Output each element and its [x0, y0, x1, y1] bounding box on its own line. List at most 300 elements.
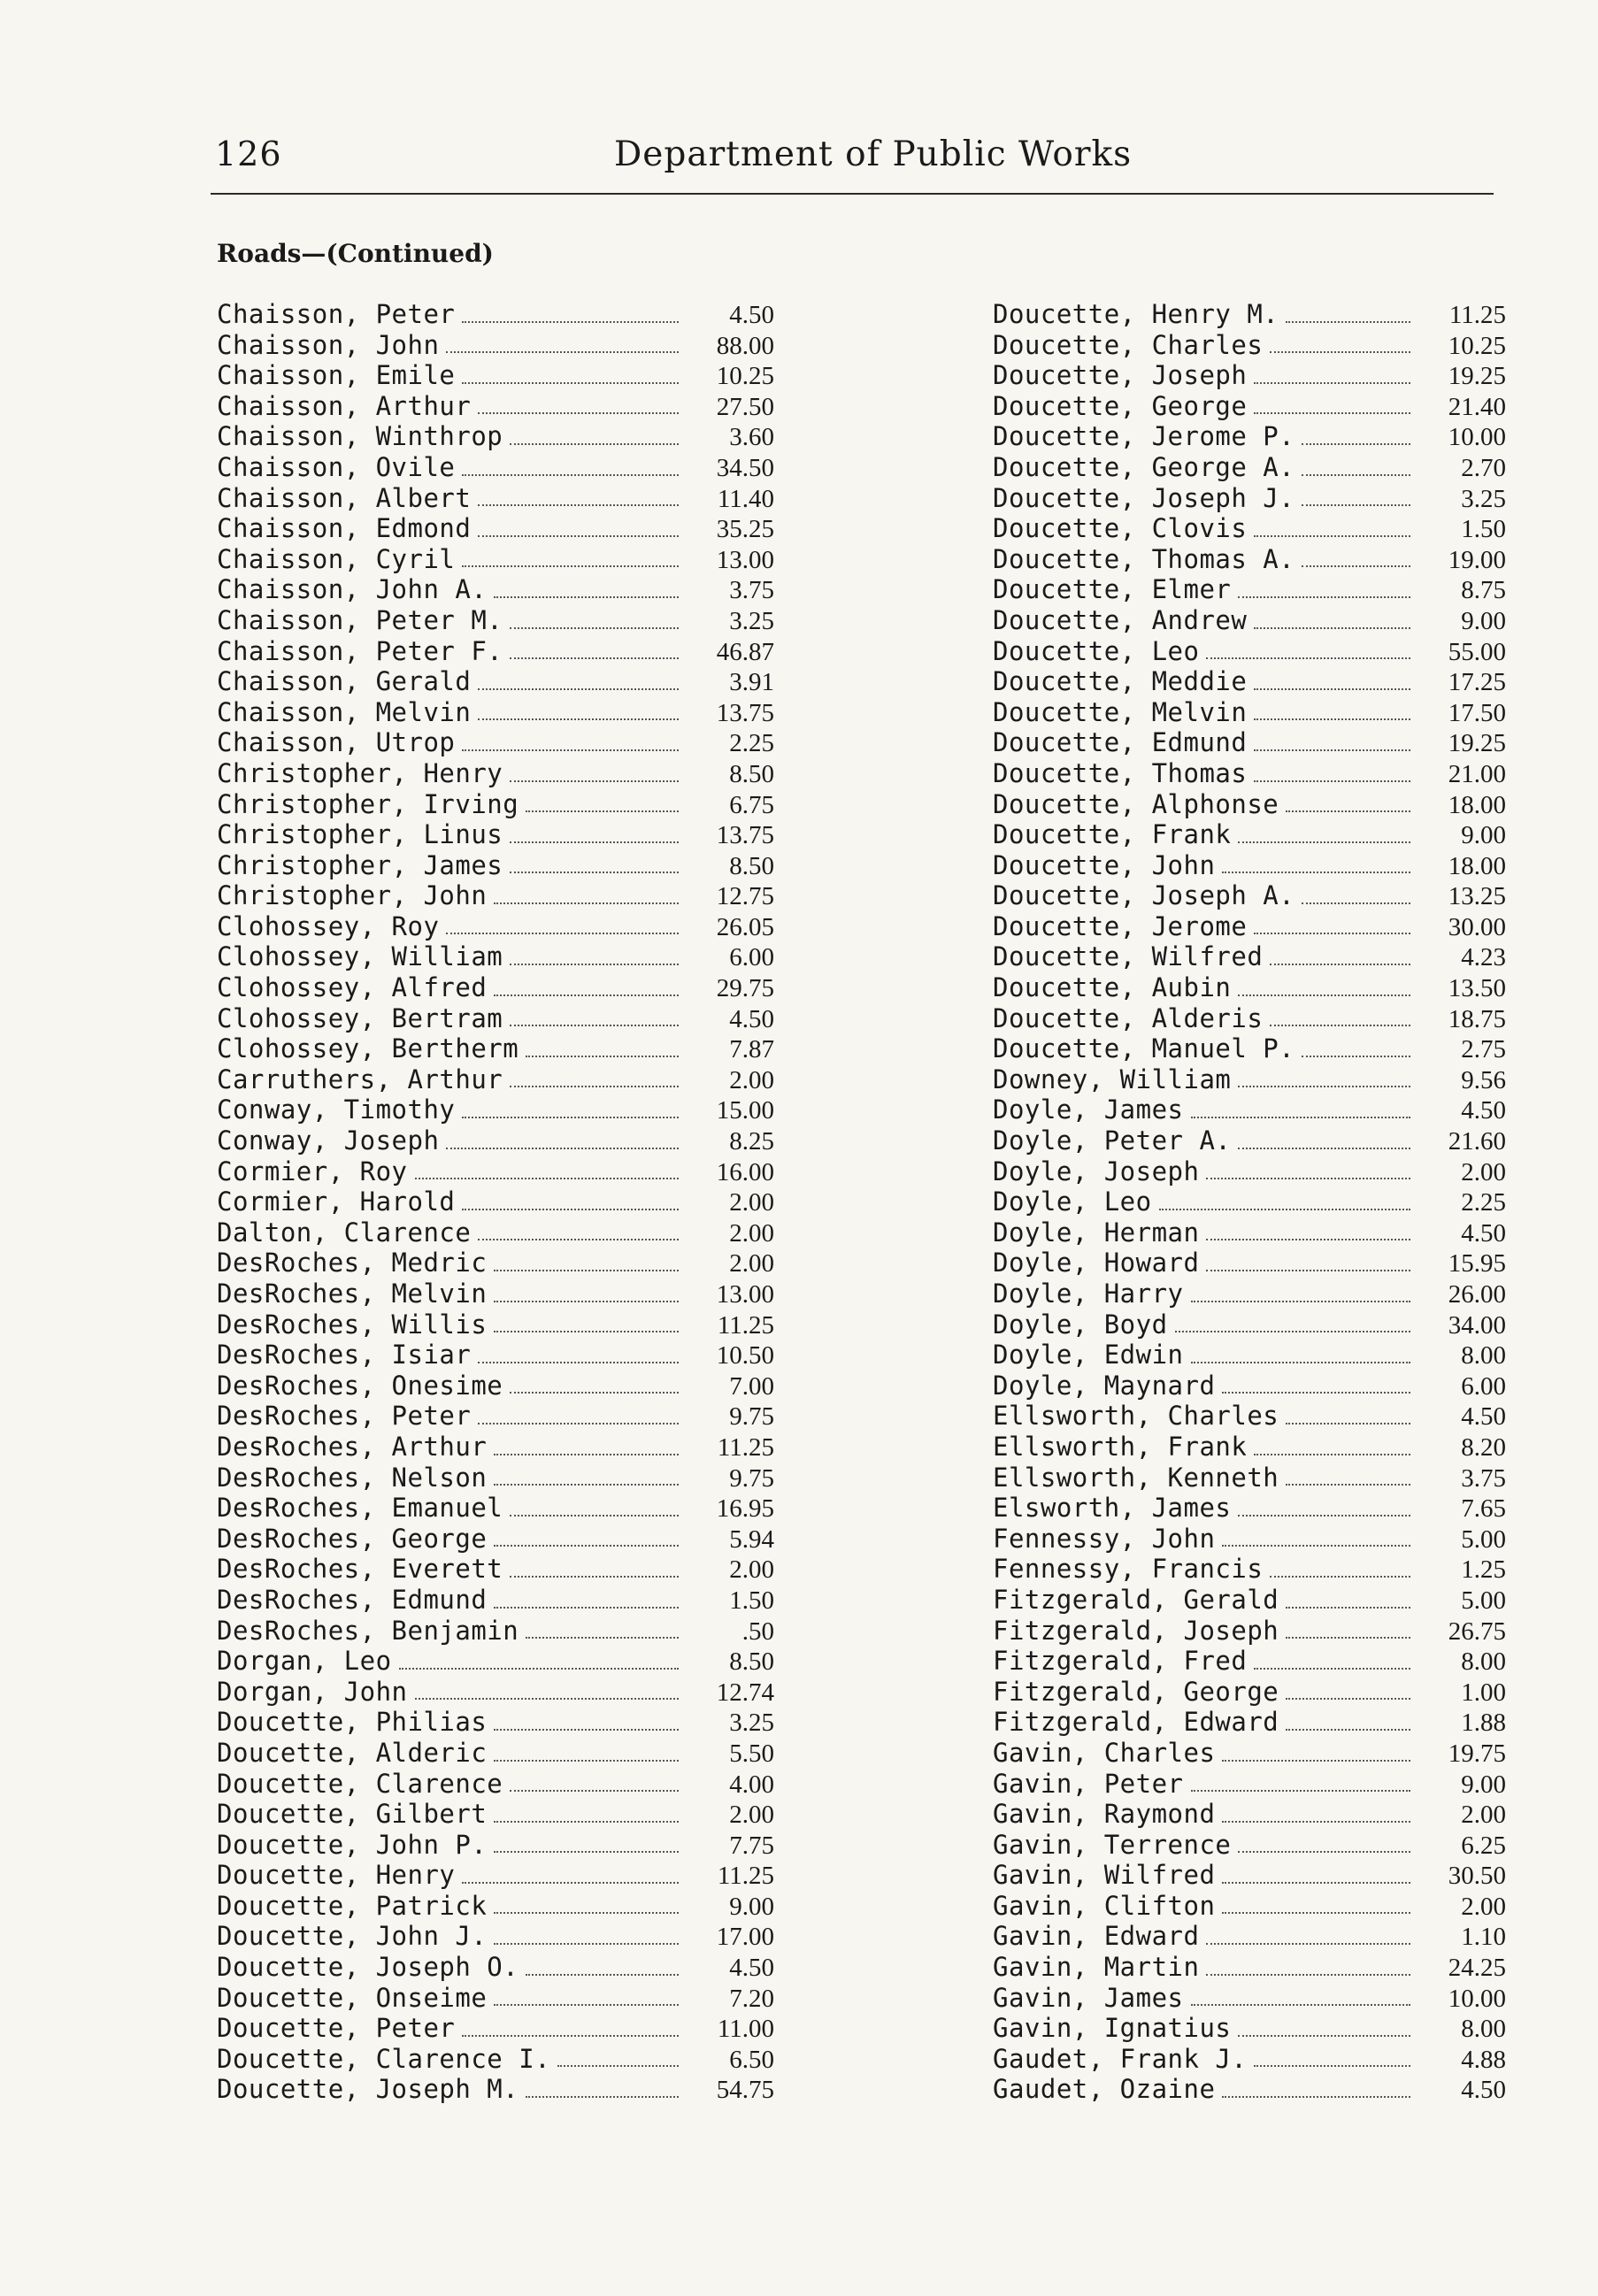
entry-name: Fitzgerald, Joseph: [993, 1615, 1279, 1646]
entry-name: Doyle, Herman: [993, 1217, 1200, 1248]
list-item: [217, 1003, 774, 1034]
entry-amount: 8.50: [729, 1647, 774, 1677]
entry-name: Doucette, Peter: [217, 2013, 456, 2044]
dot-leader: [399, 1668, 679, 1670]
dot-leader: [1286, 1484, 1410, 1486]
list-item: [993, 1003, 1506, 1034]
entry-name: Doyle, Edwin: [993, 1340, 1184, 1371]
list-item: [993, 1707, 1506, 1738]
entry-amount: 4.50: [729, 1004, 774, 1033]
dot-leader: [462, 474, 679, 476]
list-item: [993, 1094, 1506, 1125]
list-item: [993, 1585, 1506, 1616]
list-item: [993, 391, 1506, 422]
entry-name: Doucette, Henry: [217, 1860, 456, 1891]
dot-leader: [462, 749, 679, 751]
entry-name: Chaisson, John A.: [217, 574, 488, 605]
dot-leader: [494, 1270, 679, 1271]
entry-amount: 5.00: [1461, 1524, 1506, 1554]
entry-name: Doucette, Joseph A.: [993, 880, 1295, 911]
entry-amount: 17.50: [1448, 698, 1506, 727]
entry-name: DesRoches, Onesime: [217, 1370, 503, 1401]
dot-leader: [494, 1729, 679, 1731]
list-item: [217, 1279, 774, 1309]
dot-leader: [462, 382, 679, 384]
entry-amount: 19.00: [1448, 545, 1506, 574]
right-column: [993, 299, 1506, 2105]
list-item: [217, 1616, 774, 1647]
dot-leader: [1254, 933, 1410, 934]
dot-leader: [1206, 1178, 1410, 1179]
dot-leader: [478, 504, 679, 506]
entry-name: DesRoches, Peter: [217, 1401, 472, 1432]
entry-amount: 2.70: [1461, 453, 1506, 482]
entry-name: Chaisson, Emile: [217, 360, 456, 391]
list-item: [993, 1554, 1506, 1585]
list-item: [993, 605, 1506, 636]
entry-name: Doucette, Alderis: [993, 1002, 1264, 1033]
dot-leader: [1238, 2035, 1410, 2037]
entry-name: Gavin, Ignatius: [993, 2013, 1232, 2044]
list-item: [993, 1677, 1506, 1708]
list-item: [993, 1248, 1506, 1279]
dot-leader: [526, 1056, 679, 1057]
entry-name: Chaisson, Ovile: [217, 451, 456, 482]
entry-name: Chaisson, Utrop: [217, 727, 456, 758]
list-item: [217, 1401, 774, 1432]
dot-leader: [1302, 504, 1410, 506]
dot-leader: [494, 596, 679, 598]
list-item: [217, 1033, 774, 1064]
dot-leader: [510, 1515, 679, 1517]
dot-leader: [1222, 2096, 1410, 2098]
dot-leader: [1206, 1239, 1410, 1240]
entry-name: Gavin, Edward: [993, 1921, 1200, 1952]
entry-amount: 4.00: [729, 1770, 774, 1799]
dot-leader: [1286, 1698, 1410, 1700]
entry-name: Doucette, Joseph: [993, 360, 1248, 391]
dot-leader: [478, 535, 679, 537]
entry-name: Doucette, Charles: [993, 329, 1264, 360]
list-item: [217, 941, 774, 972]
entry-amount: 8.00: [1461, 2015, 1506, 2044]
dot-leader: [478, 1423, 679, 1424]
list-item: [993, 1921, 1506, 1952]
entry-amount: 9.75: [729, 1402, 774, 1432]
entry-amount: 11.40: [717, 484, 774, 513]
dot-leader: [494, 1851, 679, 1853]
entry-name: DesRoches, Everett: [217, 1554, 503, 1585]
entry-name: Clohossey, Bertherm: [217, 1033, 519, 1064]
entry-amount: 34.50: [716, 453, 774, 482]
entry-amount: 5.94: [729, 1524, 774, 1554]
entry-name: Fitzgerald, Gerald: [993, 1584, 1279, 1615]
entry-amount: 2.00: [1461, 1801, 1506, 1830]
entry-name: Doucette, Clovis: [993, 513, 1248, 544]
entry-amount: 10.00: [1448, 1984, 1506, 2013]
entry-amount: 8.75: [1461, 576, 1506, 605]
dot-leader: [526, 2096, 679, 2098]
dot-leader: [1302, 443, 1410, 445]
dot-leader: [1254, 780, 1410, 782]
entry-name: Doucette, Manuel P.: [993, 1033, 1295, 1064]
entry-name: Christopher, Henry: [217, 757, 503, 788]
dot-leader: [510, 1790, 679, 1792]
list-item: [217, 1186, 774, 1217]
entry-name: Doyle, James: [993, 1094, 1184, 1125]
entry-amount: 8.25: [729, 1127, 774, 1156]
entry-amount: 3.25: [729, 606, 774, 635]
dot-leader: [446, 351, 679, 353]
list-item: [993, 452, 1506, 483]
entry-name: Chaisson, Melvin: [217, 696, 472, 727]
entry-name: Doucette, Leo: [993, 635, 1200, 666]
entry-amount: 1.88: [1461, 1709, 1506, 1738]
header-rule: [211, 193, 1494, 195]
entry-amount: 10.25: [716, 362, 774, 391]
entry-amount: 3.25: [1461, 484, 1506, 513]
list-item: [993, 819, 1506, 850]
list-item: [993, 1738, 1506, 1769]
list-item: [993, 330, 1506, 361]
dot-leader: [478, 1362, 679, 1363]
entry-amount: 5.00: [1461, 1586, 1506, 1615]
entry-amount: 12.75: [716, 882, 774, 911]
entry-name: Doyle, Boyd: [993, 1309, 1168, 1340]
dot-leader: [1238, 841, 1410, 843]
dot-leader: [526, 1637, 679, 1639]
dot-leader: [1238, 994, 1410, 996]
list-item: [993, 1830, 1506, 1861]
list-item: [993, 1217, 1506, 1248]
dot-leader: [1254, 535, 1410, 537]
list-item: [993, 727, 1506, 758]
entry-name: Chaisson, Peter M.: [217, 604, 503, 635]
list-item: [217, 697, 774, 728]
entry-amount: 6.50: [729, 2045, 774, 2074]
list-item: [217, 2074, 774, 2105]
entry-amount: 2.25: [1461, 1188, 1506, 1217]
entry-amount: 8.50: [729, 759, 774, 788]
list-item: [217, 1064, 774, 1095]
entry-name: Doyle, Harry: [993, 1279, 1184, 1309]
entry-name: Fitzgerald, Fred: [993, 1646, 1248, 1677]
entry-name: Christopher, Linus: [217, 819, 503, 850]
entry-amount: 88.00: [716, 331, 774, 360]
entry-name: Doyle, Leo: [993, 1186, 1152, 1217]
list-item: [217, 1125, 774, 1156]
entry-amount: 13.00: [716, 1280, 774, 1309]
dot-leader: [462, 321, 679, 323]
dot-leader: [478, 688, 679, 690]
entry-name: Gavin, Wilfred: [993, 1860, 1216, 1891]
list-item: [993, 574, 1506, 605]
entry-name: Dorgan, John: [217, 1676, 408, 1707]
list-item: [993, 1340, 1506, 1371]
entry-amount: 7.65: [1461, 1494, 1506, 1524]
entry-amount: 2.00: [1461, 1892, 1506, 1921]
entry-name: Fennessy, Francis: [993, 1554, 1264, 1585]
entry-name: Doucette, Clarence: [217, 1768, 503, 1799]
entry-name: DesRoches, Melvin: [217, 1279, 488, 1309]
entry-name: Doucette, John P.: [217, 1829, 488, 1860]
entry-amount: 2.00: [1461, 1157, 1506, 1186]
list-item: [217, 1769, 774, 1800]
dot-leader: [494, 1545, 679, 1547]
entry-amount: 6.00: [1461, 1371, 1506, 1401]
dot-leader: [478, 718, 679, 720]
list-item: [217, 1554, 774, 1585]
entry-amount: 13.75: [716, 821, 774, 850]
list-item: [217, 819, 774, 850]
list-item: [217, 421, 774, 452]
list-item: [993, 1033, 1506, 1064]
entry-name: Clohossey, Bertram: [217, 1002, 503, 1033]
dot-leader: [494, 994, 679, 996]
entry-name: DesRoches, Benjamin: [217, 1615, 519, 1646]
dot-leader: [1206, 1974, 1410, 1976]
entry-name: Chaisson, Winthrop: [217, 421, 503, 452]
dot-leader: [1222, 1760, 1410, 1762]
entry-name: Chaisson, John: [217, 329, 440, 360]
dot-leader: [494, 1607, 679, 1609]
entry-name: DesRoches, Nelson: [217, 1462, 488, 1493]
list-item: [993, 1463, 1506, 1494]
dot-leader: [1222, 1912, 1410, 1914]
list-item: [217, 1248, 774, 1279]
list-item: [217, 1891, 774, 1922]
entry-amount: 54.75: [716, 2076, 774, 2105]
list-item: [217, 1156, 774, 1187]
entry-amount: 2.00: [729, 1801, 774, 1830]
list-item: [217, 544, 774, 575]
entry-name: Doyle, Howard: [993, 1248, 1200, 1279]
list-item: [993, 972, 1506, 1003]
entry-amount: 2.00: [729, 1249, 774, 1279]
dot-leader: [510, 964, 679, 965]
entry-amount: 26.00: [1448, 1280, 1506, 1309]
list-item: [217, 2044, 774, 2075]
list-item: [217, 1340, 774, 1371]
entry-amount: 1.50: [729, 1586, 774, 1615]
entry-amount: 5.50: [729, 1739, 774, 1768]
list-item: [217, 1463, 774, 1494]
entry-amount: 9.75: [729, 1463, 774, 1493]
entry-amount: 13.50: [1448, 974, 1506, 1003]
dot-leader: [510, 1392, 679, 1394]
dot-leader: [1286, 810, 1410, 812]
entry-amount: 19.75: [1448, 1739, 1506, 1768]
dot-leader: [1254, 2065, 1410, 2067]
entry-name: Doucette, Alderic: [217, 1737, 488, 1768]
entry-name: Chaisson, Peter: [217, 299, 456, 329]
entry-name: Doucette, Elmer: [993, 574, 1232, 605]
list-item: [993, 2044, 1506, 2075]
list-item: [993, 1493, 1506, 1524]
entry-name: Gaudet, Frank J.: [993, 2043, 1248, 2074]
dot-leader: [1175, 1331, 1410, 1332]
dot-leader: [494, 1760, 679, 1762]
section-heading: Roads—(Continued): [217, 239, 494, 268]
list-item: [993, 697, 1506, 728]
list-item: [217, 1799, 774, 1830]
dot-leader: [1191, 2004, 1410, 2006]
entry-name: Doucette, John: [993, 849, 1216, 880]
dot-leader: [510, 1576, 679, 1578]
entry-amount: 10.00: [1448, 423, 1506, 452]
entry-name: Clohossey, Roy: [217, 910, 440, 941]
entry-amount: 11.25: [717, 1310, 774, 1340]
dot-leader: [1286, 1607, 1410, 1609]
entry-name: Chaisson, Gerald: [217, 666, 472, 697]
entry-amount: 6.75: [729, 790, 774, 819]
entry-amount: 24.25: [1448, 1954, 1506, 1983]
dot-leader: [415, 1698, 679, 1700]
entry-amount: 13.75: [716, 698, 774, 727]
dot-leader: [1159, 1209, 1410, 1210]
list-item: [993, 1125, 1506, 1156]
list-item: [993, 1186, 1506, 1217]
entry-name: Ellsworth, Kenneth: [993, 1462, 1279, 1493]
entry-name: Gavin, Clifton: [993, 1890, 1216, 1921]
entry-name: Fitzgerald, Edward: [993, 1707, 1279, 1738]
list-item: [993, 1616, 1506, 1647]
dot-leader: [446, 1148, 679, 1149]
entry-amount: 3.60: [729, 423, 774, 452]
entry-amount: 29.75: [716, 974, 774, 1003]
entry-name: Doucette, Thomas A.: [993, 543, 1295, 574]
entry-name: Doucette, Clarence I.: [217, 2043, 551, 2074]
entry-amount: 8.50: [729, 851, 774, 880]
list-item: [217, 574, 774, 605]
dot-leader: [1238, 1515, 1410, 1517]
entry-name: Doucette, Meddie: [993, 666, 1248, 697]
entry-name: Chaisson, Peter F.: [217, 635, 503, 666]
entry-amount: 9.00: [1461, 821, 1506, 850]
entry-name: Chaisson, Cyril: [217, 543, 456, 574]
list-item: [217, 1646, 774, 1677]
entry-amount: 1.25: [1461, 1555, 1506, 1585]
entry-name: DesRoches, Emanuel: [217, 1493, 503, 1524]
entry-name: Gavin, Terrence: [993, 1829, 1232, 1860]
entry-name: Doucette, Henry M.: [993, 299, 1279, 329]
dot-leader: [557, 2065, 679, 2067]
entry-amount: 6.25: [1461, 1831, 1506, 1860]
list-item: [217, 1983, 774, 2014]
dot-leader: [462, 1882, 679, 1884]
entry-name: Chaisson, Albert: [217, 482, 472, 513]
dot-leader: [510, 780, 679, 782]
dot-leader: [494, 2004, 679, 2006]
entry-name: Clohossey, William: [217, 941, 503, 972]
dot-leader: [1270, 351, 1410, 353]
dot-leader: [1286, 321, 1410, 323]
list-item: [217, 1860, 774, 1891]
list-item: [993, 1432, 1506, 1463]
dot-leader: [1254, 718, 1410, 720]
list-item: [993, 1309, 1506, 1340]
dot-leader: [446, 933, 679, 934]
list-item: [993, 2013, 1506, 2044]
list-item: [217, 758, 774, 789]
entry-amount: 13.25: [1448, 882, 1506, 911]
dot-leader: [510, 1025, 679, 1026]
dot-leader: [510, 627, 679, 629]
dot-leader: [494, 1821, 679, 1823]
entry-name: Cormier, Roy: [217, 1156, 408, 1186]
dot-leader: [494, 1943, 679, 1945]
list-item: [993, 1064, 1506, 1095]
entry-amount: 26.75: [1448, 1616, 1506, 1646]
entry-name: DesRoches, Willis: [217, 1309, 488, 1340]
list-item: [993, 1524, 1506, 1555]
dot-leader: [510, 443, 679, 445]
dot-leader: [1254, 1668, 1410, 1670]
entry-name: Gavin, Charles: [993, 1737, 1216, 1768]
dot-leader: [1254, 688, 1410, 690]
entry-amount: 1.10: [1461, 1923, 1506, 1952]
list-item: [993, 1799, 1506, 1830]
dot-leader: [1238, 1851, 1410, 1853]
entry-name: Chaisson, Arthur: [217, 390, 472, 421]
entry-amount: 10.50: [716, 1341, 774, 1371]
entry-amount: 4.88: [1461, 2045, 1506, 2074]
entry-name: DesRoches, Medric: [217, 1248, 488, 1279]
list-item: [217, 1371, 774, 1401]
entry-amount: 35.25: [716, 515, 774, 544]
dot-leader: [1254, 1454, 1410, 1455]
entry-name: Doucette, Thomas: [993, 757, 1248, 788]
entry-amount: 27.50: [716, 392, 774, 421]
list-item: [217, 330, 774, 361]
dot-leader: [1254, 749, 1410, 751]
entry-amount: 7.75: [729, 1831, 774, 1860]
entry-amount: 7.87: [729, 1035, 774, 1064]
list-item: [217, 972, 774, 1003]
list-item: [217, 1677, 774, 1708]
dot-leader: [494, 1301, 679, 1302]
dot-leader: [494, 902, 679, 904]
dot-leader: [510, 841, 679, 843]
entry-amount: 4.23: [1461, 943, 1506, 972]
list-item: [993, 636, 1506, 667]
dot-leader: [1222, 1392, 1410, 1394]
entry-amount: 2.00: [729, 1555, 774, 1585]
entry-amount: 11.25: [717, 1432, 774, 1462]
entry-amount: 19.25: [1448, 729, 1506, 758]
entry-amount: 8.00: [1461, 1647, 1506, 1677]
list-item: [993, 1983, 1506, 2014]
entry-amount: 9.00: [1461, 606, 1506, 635]
entry-name: Doucette, Melvin: [993, 696, 1248, 727]
dot-leader: [510, 657, 679, 659]
dot-leader: [1191, 1362, 1410, 1363]
entry-amount: 21.40: [1448, 392, 1506, 421]
entry-amount: 2.00: [729, 1065, 774, 1094]
entry-amount: 1.50: [1461, 515, 1506, 544]
entry-name: Gavin, Raymond: [993, 1799, 1216, 1830]
dot-leader: [494, 1912, 679, 1914]
entry-name: Doucette, Frank: [993, 819, 1232, 850]
list-item: [217, 483, 774, 514]
entry-name: Doucette, Philias: [217, 1707, 488, 1738]
entry-name: Downey, William: [993, 1064, 1232, 1094]
dot-leader: [1238, 1148, 1410, 1149]
list-item: [993, 758, 1506, 789]
entry-amount: 4.50: [1461, 1096, 1506, 1125]
entry-amount: 18.75: [1448, 1004, 1506, 1033]
entry-amount: 26.05: [716, 912, 774, 941]
